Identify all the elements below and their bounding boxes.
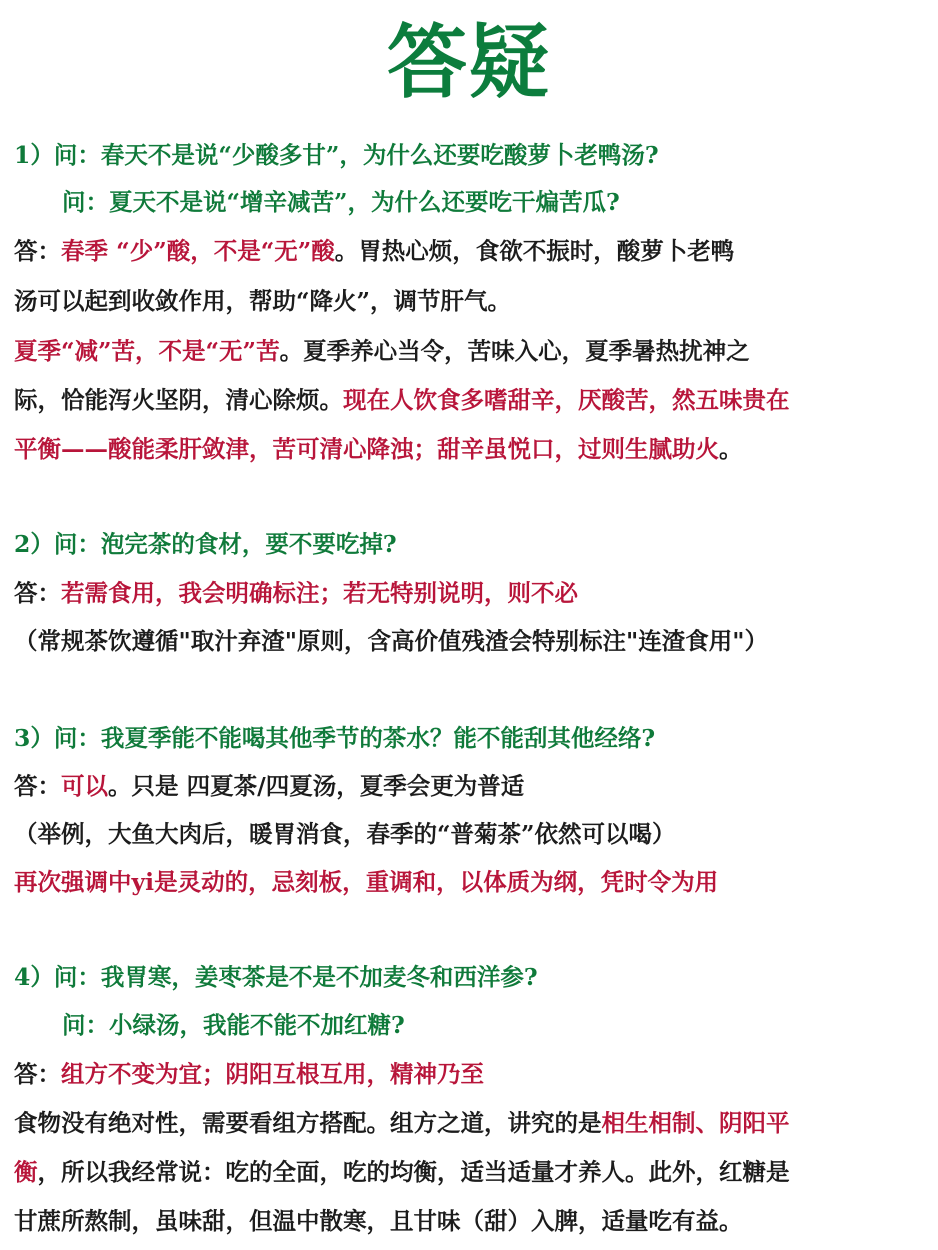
answer-1-line-1 (14, 235, 930, 267)
text-segment: 答： (14, 237, 61, 265)
question-4a (14, 961, 930, 993)
answer-1-line-5 (14, 433, 930, 465)
text-segment: 。 (719, 435, 743, 463)
answer-4-line-3 (14, 1156, 930, 1188)
text-segment: 食物没有绝对性，需要看组方搭配。组方之道，讲究的是 (14, 1109, 602, 1137)
text-segment: 问：夏天不是说“增辛减苦”，为什么还要吃干煸苦瓜? (62, 188, 620, 216)
text-segment: 汤可以起到收敛作用，帮助“降火”，调节肝气。 (14, 287, 512, 315)
text-segment: 。胃热心烦，食欲不振时，酸萝卜老鸭 (334, 237, 735, 265)
answer-1-line-4 (14, 384, 930, 416)
text-segment: 相生相制、阴阳平 (601, 1109, 790, 1137)
answer-3-line-1 (14, 770, 930, 802)
text-segment: 2）问：泡完茶的食材，要不要吃掉? (14, 530, 397, 558)
question-3 (14, 722, 930, 754)
question-4b (62, 1009, 938, 1041)
answer-1-line-2 (14, 285, 930, 317)
page-title: 答疑 (387, 15, 551, 109)
text-segment: 。夏季养心当令，苦味入心，夏季暑热扰神之 (279, 337, 750, 365)
text-segment: 甘蔗所熬制，虽味甜，但温中散寒，且甘味（甜）入脾，适量吃有益。 (14, 1207, 743, 1235)
question-1b (62, 186, 938, 218)
text-segment: 可以 (61, 772, 108, 800)
text-segment: 问：小绿汤，我能不能不加红糖? (62, 1011, 405, 1039)
answer-4-line-1 (14, 1058, 930, 1090)
text-segment: 再次强调中yi是灵动的，忌刻板，重调和，以体质为纲，凭时令为用 (14, 868, 719, 896)
answer-2-line-1 (14, 577, 930, 609)
text-segment: 夏季“减”苦，不是“无”苦 (14, 337, 280, 365)
text-segment: 答： (14, 772, 61, 800)
question-1a (14, 139, 930, 171)
text-segment: 春季 “少”酸，不是“无”酸 (61, 237, 335, 265)
text-segment: 答： (14, 579, 61, 607)
text-segment: 平衡——酸能柔肝敛津，苦可清心降浊；甜辛虽悦口，过则生腻助火 (14, 435, 719, 463)
answer-4-line-2 (14, 1107, 930, 1139)
text-segment: 答： (14, 1060, 61, 1088)
text-segment: 3）问：我夏季能不能喝其他季节的茶水？能不能刮其他经络? (14, 724, 656, 752)
text-segment: 际，恰能泻火坚阴，清心除烦。 (14, 386, 343, 414)
question-2 (14, 528, 930, 560)
text-segment: 若需食用，我会明确标注；若无特别说明，则不必 (61, 579, 578, 607)
text-segment: 衡 (14, 1158, 38, 1186)
text-segment: 组方不变为宜；阴阳互根互用，精神乃至 (61, 1060, 484, 1088)
text-segment: （举例，大鱼大肉后，暖胃消食，春季的“普菊茶”依然可以喝） (14, 820, 676, 848)
text-segment: （常规茶饮遵循"取汁弃渣"原则，含高价值残渣会特别标注"连渣食用"） (14, 627, 768, 655)
answer-1-line-3 (14, 335, 930, 367)
text-segment: ，所以我经常说：吃的全面，吃的均衡，适当适量才养人。此外，红糖是 (37, 1158, 790, 1186)
text-segment: 现在人饮食多嗜甜辛，厌酸苦，然五味贵在 (343, 386, 790, 414)
answer-3-emphasis (14, 866, 930, 898)
answer-2-note (14, 625, 930, 657)
answer-3-note (14, 818, 930, 850)
text-segment: 4）问：我胃寒，姜枣茶是不是不加麦冬和西洋参? (14, 963, 538, 991)
text-segment: 。只是 四夏茶/四夏汤，夏季会更为普适 (108, 772, 525, 800)
answer-4-line-4 (14, 1205, 930, 1237)
text-segment: 1）问：春天不是说“少酸多甘”，为什么还要吃酸萝卜老鸭汤? (14, 141, 659, 169)
